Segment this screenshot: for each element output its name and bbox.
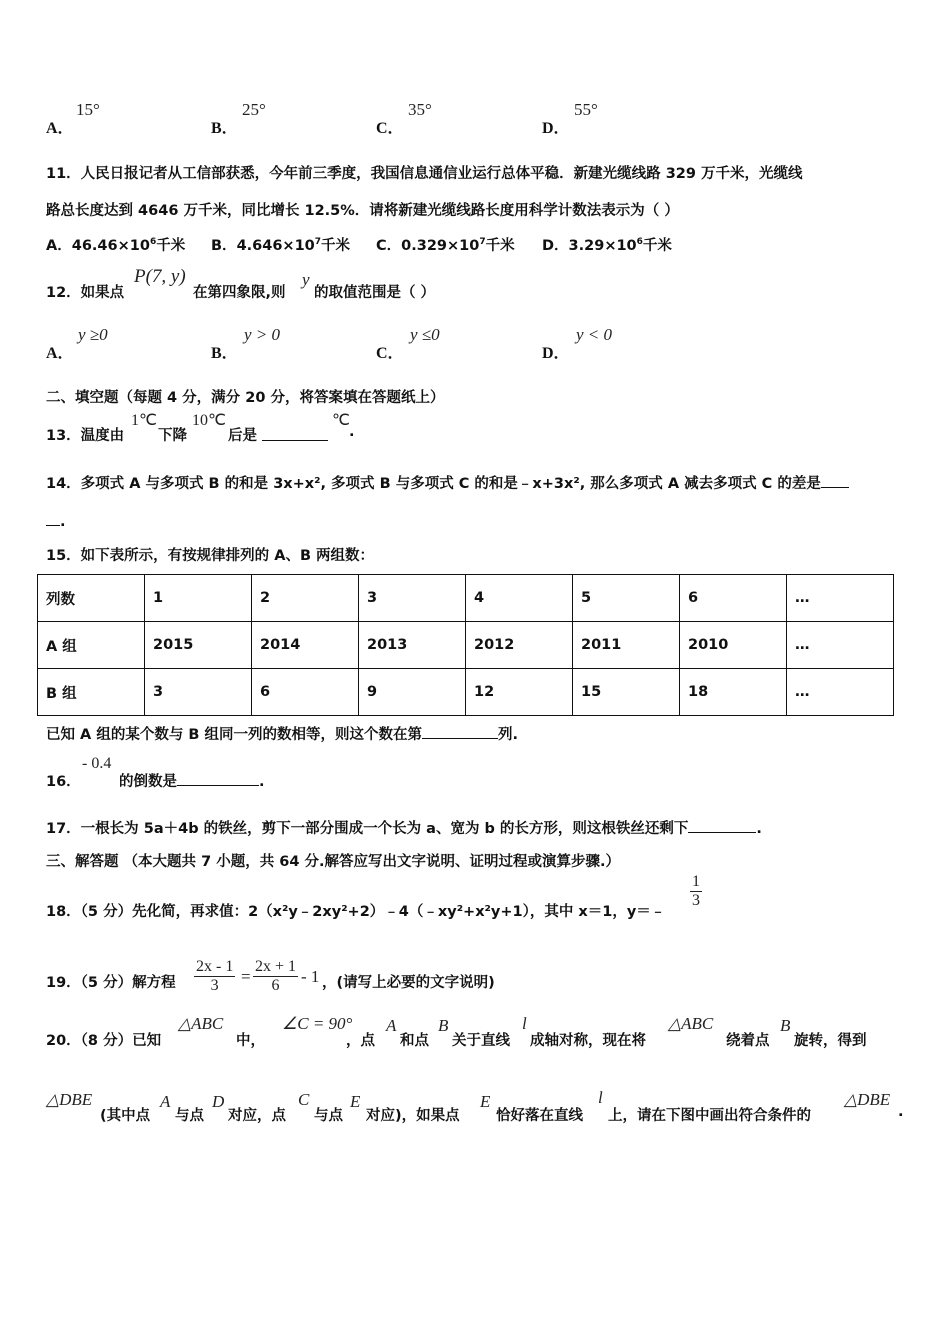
q13-end: . bbox=[349, 424, 355, 440]
q15-table bbox=[37, 574, 894, 716]
table-cell: 列数 bbox=[38, 575, 145, 622]
q13-after: 后是 bbox=[228, 428, 257, 444]
q14-answer-blank-part1 bbox=[821, 473, 849, 488]
q11-line1: 11．人民日报记者从工信部获悉，今年前三季度，我国信息通信业运行总体平稳．新建光缆线路 329 万千米，光缆线 bbox=[46, 166, 803, 182]
q12-option-d-value: y < 0 bbox=[576, 325, 613, 344]
q11-option-a: A．$46.46\times 10^6$千米 bbox=[46, 237, 186, 254]
table-cell: 18 bbox=[680, 669, 787, 716]
q20-text-6: 成轴对称，现在将 bbox=[530, 1033, 646, 1049]
table-cell: 2 bbox=[252, 575, 359, 622]
q20-point-b: B bbox=[438, 1016, 449, 1035]
table-cell: 6 bbox=[680, 575, 787, 622]
q20-text-7: 绕着点 bbox=[726, 1033, 770, 1049]
q20-line-l-2: l bbox=[598, 1088, 603, 1107]
q12-suffix: 的取值范围是（ ） bbox=[314, 285, 436, 301]
table-cell: 1 bbox=[145, 575, 252, 622]
q20-text-13: 对应)，如果点 bbox=[366, 1108, 460, 1124]
q20-point-a: A bbox=[386, 1016, 397, 1035]
table-cell: 5 bbox=[573, 575, 680, 622]
table-row bbox=[38, 622, 894, 669]
q12-option-a-value: y ≥0 bbox=[78, 325, 108, 344]
q18-fraction: $\frac{1}{3}$ bbox=[692, 873, 700, 909]
table-cell: 6 bbox=[252, 669, 359, 716]
q15-answer-blank bbox=[422, 724, 498, 739]
table-cell: 2011 bbox=[573, 622, 680, 669]
q20-point-b-2: B bbox=[780, 1016, 791, 1035]
q14-line1: 14．多项式 A 与多项式 B 的和是 3x+x², 多项式 B 与多项式 C 的和是﹣x+3x², 那么多项式 A 减去多项式 C 的差是 bbox=[46, 472, 849, 493]
q13-temp-start: 1℃ bbox=[131, 412, 157, 429]
q10-option-d-value: 55° bbox=[574, 100, 598, 119]
q11-option-c: C．$0.329\times 10^7$千米 bbox=[376, 237, 515, 254]
q20-triangle-dbe: △DBE bbox=[46, 1090, 93, 1109]
table-cell: 2010 bbox=[680, 622, 787, 669]
q19-equals: = bbox=[241, 967, 251, 986]
q10-option-c-label: C． bbox=[376, 120, 404, 137]
q12-option-a-label: A． bbox=[46, 345, 74, 362]
q13-mid: 下降 bbox=[158, 428, 187, 444]
q20-text-15: 上，请在下图中画出符合条件的 bbox=[608, 1108, 811, 1124]
table-cell: 2012 bbox=[466, 622, 573, 669]
q18-text: 18．（5 分）先化简，再求值：2（x²y﹣2xy²+2）﹣4（﹣xy²+x²y+1），其中 x＝1，y＝﹣ bbox=[46, 904, 666, 920]
table-cell: 2015 bbox=[145, 622, 252, 669]
table-cell: 2014 bbox=[252, 622, 359, 669]
table-cell: 4 bbox=[466, 575, 573, 622]
q11-option-b: B．$4.646\times 10^7$千米 bbox=[211, 237, 351, 254]
q20-text-3: ，点 bbox=[346, 1033, 375, 1049]
table-cell: 9 bbox=[359, 669, 466, 716]
q11-option-d: D．$3.29\times 10^6$千米 bbox=[542, 237, 672, 254]
q10-option-d-label: D． bbox=[542, 120, 570, 137]
q12-prefix: 12．如果点 bbox=[46, 285, 125, 301]
q12-option-b-label: B． bbox=[211, 345, 238, 362]
table-cell: 12 bbox=[466, 669, 573, 716]
q20-text-12: 与点 bbox=[314, 1108, 343, 1124]
q20-triangle-abc-2: △ABC bbox=[668, 1014, 714, 1033]
q20-text-4: 和点 bbox=[400, 1033, 429, 1049]
q20-text-9: (其中点 bbox=[100, 1108, 151, 1124]
table-cell: 3 bbox=[359, 575, 466, 622]
q20-point-d: D bbox=[212, 1092, 225, 1111]
q20-point-e-2: E bbox=[480, 1092, 491, 1111]
q12-point: P(7, y) bbox=[134, 266, 186, 287]
q20-triangle-abc: △ABC bbox=[178, 1014, 224, 1033]
q10-option-c-value: 35° bbox=[408, 100, 432, 119]
q12-option-c-value: y ≤0 bbox=[410, 325, 440, 344]
table-cell: 3 bbox=[145, 669, 252, 716]
q19-tail: - 1 bbox=[301, 967, 320, 986]
q19-right-fraction: $\frac{2x + 1}{6}$ bbox=[255, 958, 297, 994]
q20-text-2: 中， bbox=[236, 1033, 265, 1049]
q12-option-c-label: C． bbox=[376, 345, 404, 362]
q20-line-l: l bbox=[522, 1014, 527, 1033]
q16-value: - 0.4 bbox=[82, 755, 112, 772]
q16-question: 的倒数是 . bbox=[119, 770, 265, 791]
q12-middle: 在第四象限,则 bbox=[193, 285, 286, 301]
table-cell: … bbox=[787, 622, 894, 669]
q16-prefix: 16． bbox=[46, 774, 81, 790]
table-row bbox=[38, 575, 894, 622]
q20-text-1: 20．（8 分）已知 bbox=[46, 1033, 162, 1049]
q19-suffix: ，(请写上必要的文字说明) bbox=[322, 975, 495, 991]
q12-var: y bbox=[302, 270, 310, 289]
table-row bbox=[38, 669, 894, 716]
q20-text-11: 对应，点 bbox=[228, 1108, 286, 1124]
q10-option-b-label: B． bbox=[211, 120, 238, 137]
q15-question: 已知 A 组的某个数与 B 组同一列的数相等，则这个数在第 列. bbox=[46, 723, 518, 744]
q17-answer-blank bbox=[688, 818, 756, 833]
q10-option-a-label: A． bbox=[46, 120, 74, 137]
q20-text-5: 关于直线 bbox=[452, 1033, 510, 1049]
q12-option-b-value: y > 0 bbox=[244, 325, 281, 344]
q12-option-d-label: D． bbox=[542, 345, 570, 362]
q14-answer-blank-part2 bbox=[46, 511, 60, 526]
section3-heading: 三、解答题 （本大题共 7 小题，共 64 分.解答应写出文字说明、证明过程或演算步骤.） bbox=[46, 854, 621, 870]
q13-answer-blank bbox=[262, 426, 328, 441]
q20-point-e: E bbox=[350, 1092, 361, 1111]
q19-left-fraction: $\frac{2x - 1}{3}$ bbox=[196, 958, 234, 994]
q20-point-c: C bbox=[298, 1090, 310, 1109]
q10-option-b-value: 25° bbox=[242, 100, 266, 119]
table-cell: 2013 bbox=[359, 622, 466, 669]
q20-angle-c: ∠C = 90° bbox=[282, 1014, 353, 1033]
q19-prefix: 19．（5 分）解方程 bbox=[46, 975, 176, 991]
table-cell: 15 bbox=[573, 669, 680, 716]
table-cell: B 组 bbox=[38, 669, 145, 716]
q10-option-a-value: 15° bbox=[76, 100, 100, 119]
q13-temp-drop: 10℃ bbox=[192, 412, 226, 429]
q13-unit: ℃ bbox=[332, 412, 350, 429]
section2-heading: 二、填空题（每题 4 分，满分 20 分，将答案填在答题纸上） bbox=[46, 390, 445, 406]
q18-expression: x²y﹣2xy²+2）﹣4（﹣xy²+x²y+1） bbox=[272, 904, 530, 920]
table-cell: … bbox=[787, 669, 894, 716]
q20-point-a-2: A bbox=[160, 1092, 171, 1111]
table-cell: A 组 bbox=[38, 622, 145, 669]
q20-text-8: 旋转，得到 bbox=[794, 1033, 867, 1049]
q17-text: 17．一根长为 5a＋4b 的铁丝，剪下一部分围成一个长为 a、宽为 b 的长方形，则这根铁丝还剩下 . bbox=[46, 817, 762, 838]
q20-text-14: 恰好落在直线 bbox=[496, 1108, 583, 1124]
q15-intro: 15．如下表所示，有按规律排列的 A、B 两组数： bbox=[46, 548, 375, 564]
q14-line2: . bbox=[46, 511, 66, 530]
q16-answer-blank bbox=[177, 771, 259, 786]
table-cell: … bbox=[787, 575, 894, 622]
q20-triangle-dbe-2: △DBE bbox=[844, 1090, 891, 1109]
q13-prefix: 13．温度由 bbox=[46, 428, 125, 444]
q20-text-16: . bbox=[898, 1104, 904, 1120]
q11-line2: 路总长度达到 4646 万千米，同比增长 12.5%．请将新建光缆线路长度用科学计数法表示为（ ） bbox=[46, 203, 679, 219]
q20-text-10: 与点 bbox=[175, 1108, 204, 1124]
